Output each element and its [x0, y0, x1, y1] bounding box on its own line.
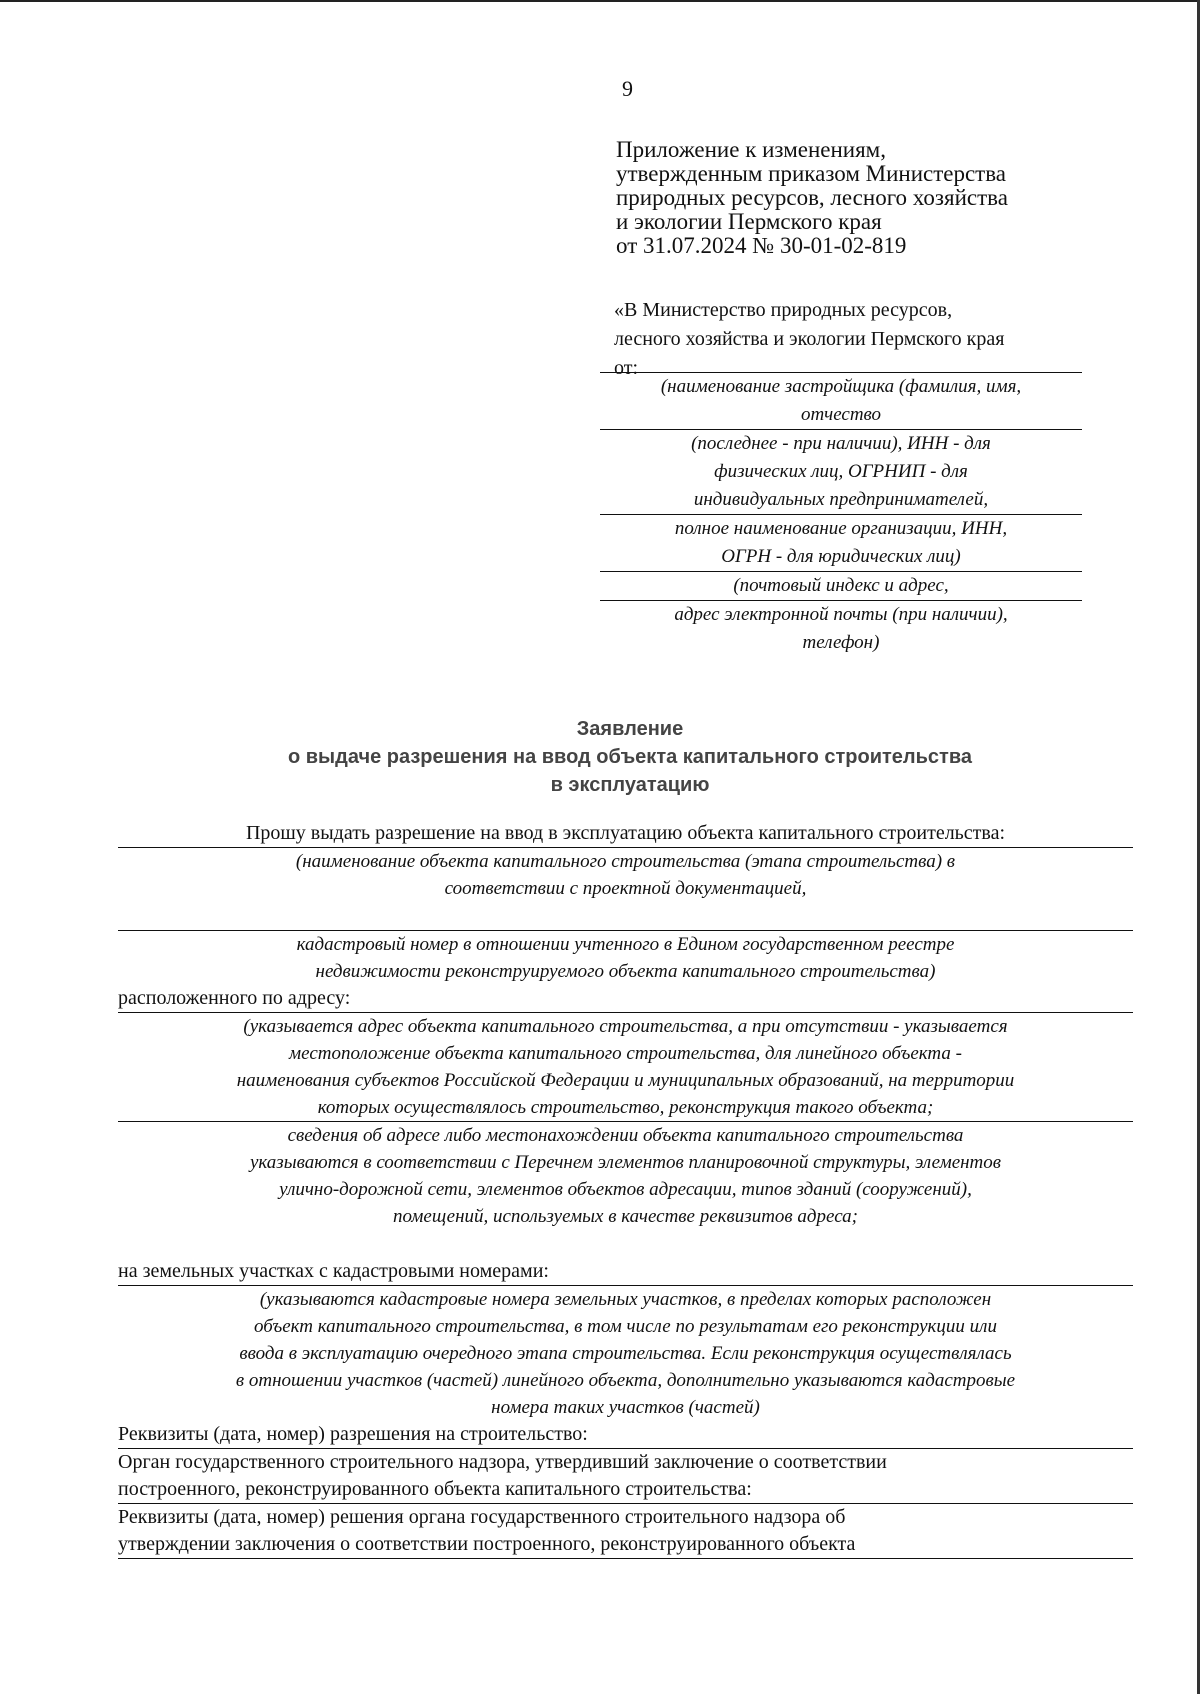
appendix-line: утвержденным приказом Министерства: [616, 161, 1007, 186]
decision-label: Реквизиты (дата, номер) решения органа государственного строительного надзора об: [118, 1506, 846, 1528]
address-hint: сведения об адресе либо местонахождении объекта капитального строительства: [287, 1125, 964, 1146]
object-hint: кадастровый номер в отношении учтенного в Едином государственном реестре: [296, 934, 955, 955]
authority-label: Орган государственного строительного надзора, утвердивший заключение о соответствии: [118, 1451, 887, 1473]
address-hint: местоположение объекта капитального строительства, для линейного объекта -: [289, 1043, 962, 1064]
land-hint: номера таких участков (частей): [491, 1397, 760, 1418]
authority-label: построенного, реконструированного объекта капитального строительства:: [118, 1478, 752, 1500]
applicant-fields: [600, 372, 1082, 657]
address-hint: (указывается адрес объекта капитального строительства, а при отсутствии - указывается: [243, 1016, 1008, 1037]
land-hint: ввода в эксплуатацию очередного этапа строительства. Если реконструкция осуществлялась: [239, 1343, 1012, 1364]
applicant-hint: телефон): [802, 632, 880, 653]
applicant-hint: (почтовый индекс и адрес,: [733, 575, 949, 596]
page-number: 9: [622, 76, 633, 101]
applicant-hint: адрес электронной почты (при наличии),: [674, 604, 1008, 625]
addressee-line: от:: [614, 357, 639, 379]
appendix-line: природных ресурсов, лесного хозяйства: [616, 185, 1008, 210]
addressee-line: «В Министерство природных ресурсов,: [614, 299, 953, 321]
document-title: [0, 715, 1200, 799]
address-hint: улично-дорожной сети, элементов объектов адресации, типов зданий (сооружений),: [279, 1179, 972, 1200]
decision-label: утверждении заключения о соответствии построенного, реконструированного объекта: [118, 1533, 856, 1555]
applicant-hint: отчество: [800, 404, 882, 425]
address-hint: которых осуществлялось строительство, реконструкция такого объекта;: [317, 1097, 934, 1118]
applicant-hint: ОГРН - для юридических лиц): [721, 546, 961, 567]
address-hint: наименования субъектов Российской Федерации и муниципальных образований, на территории: [236, 1070, 1015, 1091]
address-blank: [118, 1230, 1133, 1258]
title-line: Заявление: [576, 718, 684, 740]
applicant-hint: полное наименование организации, ИНН,: [674, 518, 1008, 539]
appendix-header: [616, 138, 1136, 258]
land-label: на земельных участках с кадастровыми номерами:: [118, 1260, 549, 1282]
object-hint: соответствии с проектной документацией,: [444, 878, 807, 899]
address-hint: помещений, используемых в качестве реквизитов адреса;: [392, 1206, 858, 1227]
land-hint: (указываются кадастровые номера земельных участков, в пределах которых расположен: [259, 1289, 992, 1310]
scan-top-edge: [0, 0, 1200, 2]
title-line: в эксплуатацию: [550, 774, 710, 796]
permit-label: Реквизиты (дата, номер) разрешения на строительство:: [118, 1423, 588, 1445]
request-text: Прошу выдать разрешение на ввод в эксплуатацию объекта капитального строительства:: [245, 822, 1006, 844]
address-label: расположенного по адресу:: [118, 987, 351, 1009]
decision-field-line: [118, 1558, 1133, 1559]
applicant-hint: физических лиц, ОГРНИП - для: [714, 461, 968, 482]
land-hint: объект капитального строительства, в том числе по результатам его реконструкции или: [254, 1316, 997, 1337]
addressee-block: [614, 296, 1104, 383]
object-hint: недвижимости реконструируемого объекта капитального строительства): [315, 961, 936, 982]
title-line: о выдаче разрешения на ввод объекта капитального строительства: [287, 746, 972, 768]
object-blank: [118, 902, 1133, 930]
appendix-line: и экологии Пермского края: [616, 209, 882, 234]
applicant-hint: (последнее - при наличии), ИНН - для: [691, 433, 991, 454]
address-hint: указываются в соответствии с Перечнем элементов планировочной структуры, элементов: [249, 1152, 1002, 1173]
appendix-line: от 31.07.2024 № 30-01-02-819: [616, 233, 907, 258]
appendix-line: Приложение к изменениям,: [616, 137, 886, 162]
object-hint: (наименование объекта капитального строительства (этапа строительства) в: [295, 851, 956, 872]
addressee-line: лесного хозяйства и экологии Пермского края: [614, 328, 1005, 350]
application-body: [118, 820, 1133, 1559]
land-hint: в отношении участков (частей) линейного объекта, дополнительно указываются кадастровые: [235, 1370, 1016, 1391]
applicant-hint: (наименование застройщика (фамилия, имя,: [660, 376, 1022, 397]
applicant-hint: индивидуальных предпринимателей,: [693, 489, 989, 510]
